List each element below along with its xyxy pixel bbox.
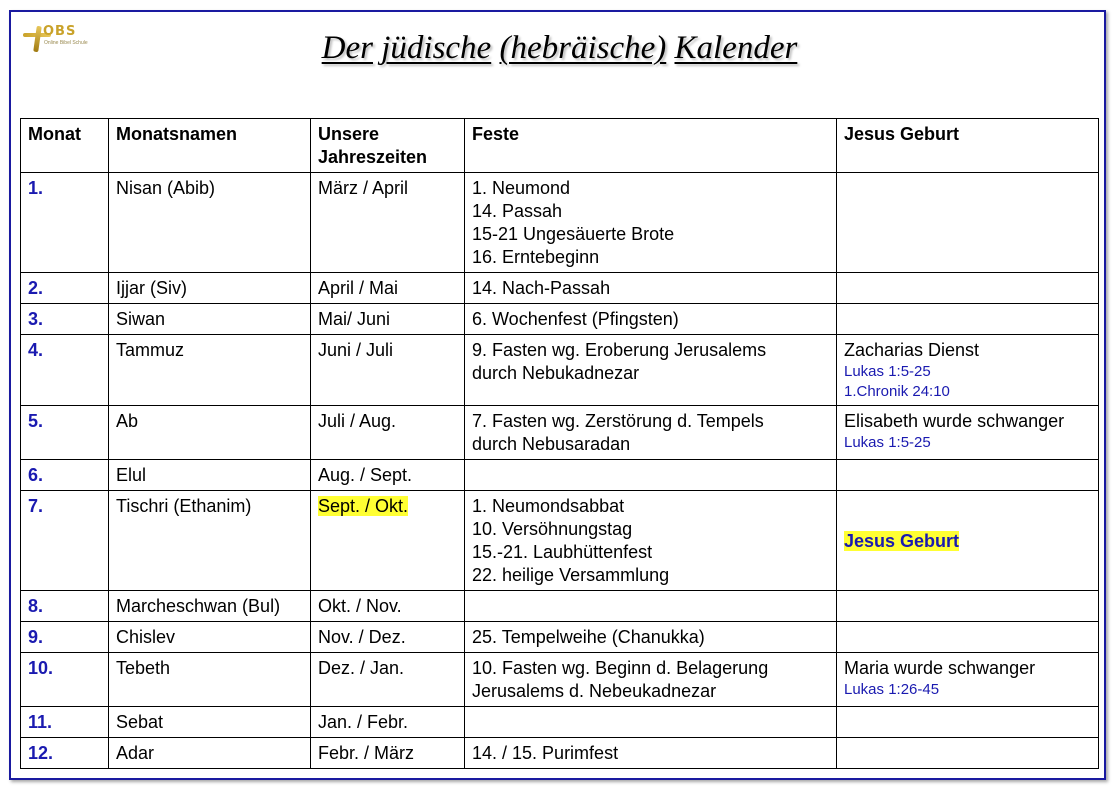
logo-subtitle: Online Bibel Schule	[44, 40, 88, 46]
season-text: Dez. / Jan.	[318, 658, 405, 678]
jesus-event	[844, 530, 1091, 553]
table-row	[21, 335, 1099, 406]
season	[311, 460, 465, 491]
logo-brand: OBS	[43, 24, 77, 39]
month-name: Elul	[109, 460, 311, 491]
feste	[465, 707, 837, 738]
title-word: Der	[321, 30, 373, 66]
month-name: Tebeth	[109, 653, 311, 707]
season-text: Aug. / Sept.	[318, 465, 413, 485]
fest-line: 14. / 15. Purimfest	[472, 743, 619, 763]
fest-line: 10. Versöhnungstag	[472, 519, 633, 539]
month-number	[21, 622, 109, 653]
season	[311, 491, 465, 591]
jesus-geburt	[837, 173, 1099, 273]
fest-line: 1. Neumondsabbat	[472, 496, 625, 516]
jesus-event-text: Jesus Geburt	[844, 530, 960, 551]
month-name: Chislev	[109, 622, 311, 653]
bible-reference: Lukas 1:5-25	[844, 434, 931, 451]
table-row	[21, 591, 1099, 622]
table-row	[21, 622, 1099, 653]
season	[311, 173, 465, 273]
jesus-geburt	[837, 406, 1099, 460]
month-name: Marcheschwan (Bul)	[109, 591, 311, 622]
month-number-text: 11.	[28, 712, 53, 732]
jesus-geburt	[837, 622, 1099, 653]
jesus-event	[844, 410, 1091, 433]
header-feste: Feste	[465, 119, 837, 173]
jesus-event	[844, 657, 1091, 680]
bible-reference: Lukas 1:26-45	[844, 681, 940, 698]
month-name: Tischri (Ethanim)	[109, 491, 311, 591]
month-number	[21, 304, 109, 335]
fest-line: 14. Passah	[472, 201, 563, 221]
season-text: März / April	[318, 178, 409, 198]
month-name: Nisan (Abib)	[109, 173, 311, 273]
month-number-text: 3.	[28, 309, 44, 329]
month-number-text: 12.	[28, 743, 54, 763]
month-number	[21, 173, 109, 273]
season-text: Jan. / Febr.	[318, 712, 409, 732]
month-number	[21, 335, 109, 406]
bible-reference: 1.Chronik 24:10	[844, 383, 950, 400]
season	[311, 304, 465, 335]
feste	[465, 173, 837, 273]
jesus-event-text: Maria wurde schwanger	[844, 658, 1036, 678]
title-word: (hebräische)	[499, 30, 667, 66]
feste	[465, 406, 837, 460]
title-word: jüdische	[381, 30, 492, 66]
month-name: Ab	[109, 406, 311, 460]
month-number-text: 7.	[28, 496, 44, 516]
season	[311, 707, 465, 738]
season	[311, 406, 465, 460]
table-row	[21, 460, 1099, 491]
month-number-text: 8.	[28, 596, 44, 616]
jesus-geburt	[837, 653, 1099, 707]
feste	[465, 653, 837, 707]
month-number-text: 10.	[28, 658, 54, 678]
month-name: Tammuz	[109, 335, 311, 406]
season-text: Mai/ Juni	[318, 309, 391, 329]
table-row	[21, 653, 1099, 707]
fest-line: 1. Neumond	[472, 178, 571, 198]
header-monatsnamen: Monatsnamen	[109, 119, 311, 173]
fest-line: 15.-21. Laubhüttenfest	[472, 542, 653, 562]
bible-reference: Lukas 1:5-25	[844, 363, 931, 380]
season-text: Okt. / Nov.	[318, 596, 402, 616]
header-monat: Monat	[21, 119, 109, 173]
season-text: Juli / Aug.	[318, 411, 397, 431]
table-row	[21, 491, 1099, 591]
fest-line: 7. Fasten wg. Zerstörung d. Tempels	[472, 411, 764, 431]
month-number-text: 2.	[28, 278, 44, 298]
feste	[465, 273, 837, 304]
season	[311, 653, 465, 707]
fest-line: 16. Erntebeginn	[472, 247, 600, 267]
calendar-table	[20, 118, 1099, 769]
table-row	[21, 304, 1099, 335]
title-word: Kalender	[674, 30, 798, 66]
month-name: Ijjar (Siv)	[109, 273, 311, 304]
page-title	[0, 30, 1119, 67]
header-jesus-geburt: Jesus Geburt	[837, 119, 1099, 173]
month-number	[21, 653, 109, 707]
month-number	[21, 738, 109, 769]
jesus-geburt	[837, 738, 1099, 769]
month-number-text: 5.	[28, 411, 44, 431]
header-jahreszeiten: Unsere Jahreszeiten	[311, 119, 465, 173]
season	[311, 273, 465, 304]
season	[311, 591, 465, 622]
season	[311, 622, 465, 653]
fest-line: 25. Tempelweihe (Chanukka)	[472, 627, 705, 647]
fest-line: durch Nebukadnezar	[472, 363, 640, 383]
fest-line: 15-21 Ungesäuerte Brote	[472, 224, 675, 244]
fest-line: Jerusalems d. Nebeukadnezar	[472, 681, 717, 701]
feste	[465, 460, 837, 491]
jesus-geburt	[837, 491, 1099, 591]
fest-line: 6. Wochenfest (Pfingsten)	[472, 309, 679, 329]
fest-line: 10. Fasten wg. Beginn d. Belagerung	[472, 658, 769, 678]
table-row	[21, 738, 1099, 769]
jesus-event-text: Elisabeth wurde schwanger	[844, 411, 1065, 431]
feste	[465, 738, 837, 769]
season	[311, 738, 465, 769]
season-text: Nov. / Dez.	[318, 627, 406, 647]
month-name: Siwan	[109, 304, 311, 335]
jesus-event-text: Zacharias Dienst	[844, 340, 980, 360]
jesus-geburt	[837, 335, 1099, 406]
season	[311, 335, 465, 406]
fest-line: 22. heilige Versammlung	[472, 565, 670, 585]
month-number-text: 1.	[28, 178, 44, 198]
season-text: Juni / Juli	[318, 340, 394, 360]
jesus-event	[844, 339, 1091, 362]
month-number	[21, 273, 109, 304]
fest-line: 9. Fasten wg. Eroberung Jerusalems	[472, 340, 767, 360]
table-row	[21, 173, 1099, 273]
month-name: Sebat	[109, 707, 311, 738]
feste	[465, 591, 837, 622]
jesus-geburt	[837, 591, 1099, 622]
season-text: Sept. / Okt.	[318, 496, 409, 516]
table-header-row	[21, 119, 1099, 173]
feste	[465, 335, 837, 406]
jesus-geburt	[837, 304, 1099, 335]
month-number	[21, 591, 109, 622]
feste	[465, 304, 837, 335]
season-text: April / Mai	[318, 278, 399, 298]
feste	[465, 491, 837, 591]
fest-line: 14. Nach-Passah	[472, 278, 611, 298]
feste	[465, 622, 837, 653]
month-number	[21, 406, 109, 460]
fest-line: durch Nebusaradan	[472, 434, 631, 454]
month-number	[21, 460, 109, 491]
month-number	[21, 707, 109, 738]
jesus-geburt	[837, 707, 1099, 738]
season-text: Febr. / März	[318, 743, 415, 763]
month-number-text: 6.	[28, 465, 44, 485]
month-number-text: 4.	[28, 340, 44, 360]
jesus-geburt	[837, 460, 1099, 491]
jesus-geburt	[837, 273, 1099, 304]
month-number	[21, 491, 109, 591]
table-row	[21, 707, 1099, 738]
table-row	[21, 273, 1099, 304]
month-name: Adar	[109, 738, 311, 769]
month-number-text: 9.	[28, 627, 44, 647]
table-row	[21, 406, 1099, 460]
